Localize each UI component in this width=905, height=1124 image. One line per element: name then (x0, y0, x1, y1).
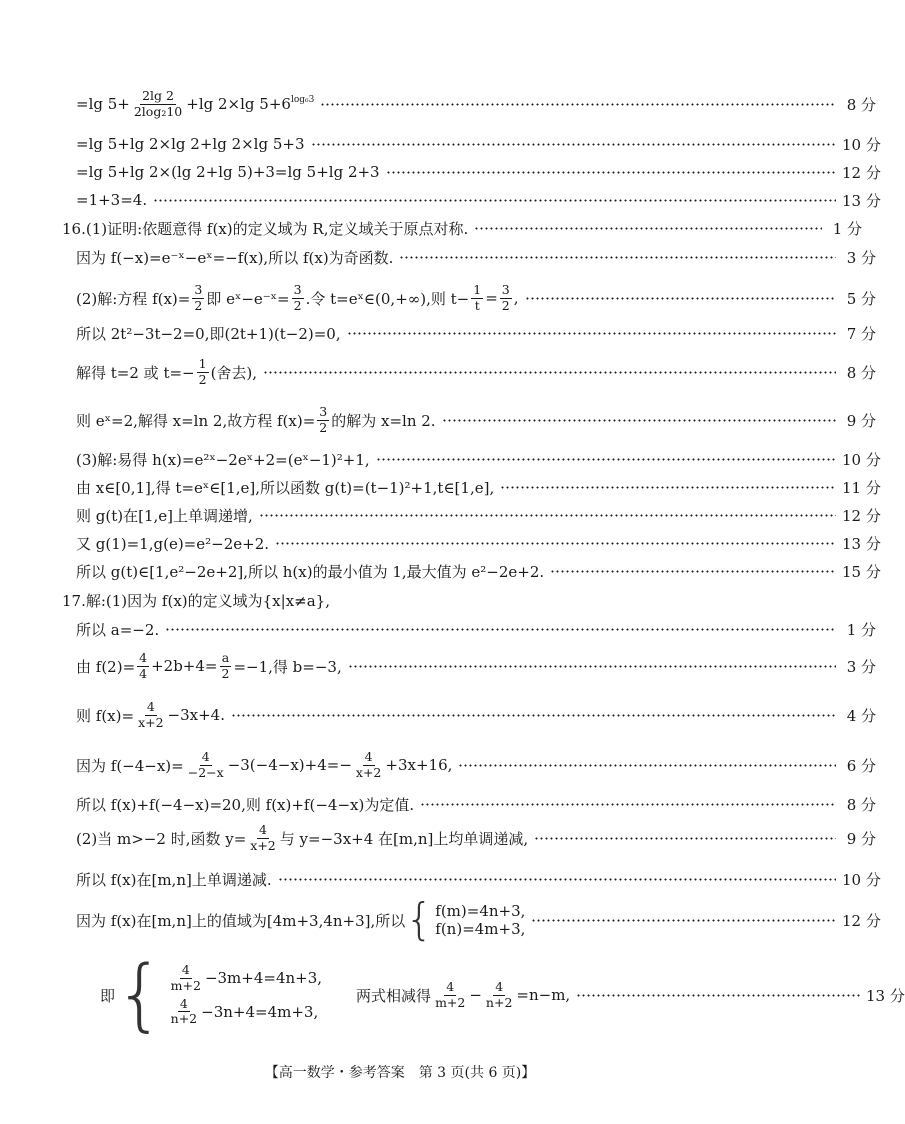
page-footer: 【高一数学・参考答案 第 3 页(共 6 页)】 (264, 1065, 536, 1081)
solution-line (0, 531, 881, 555)
score-points: 13 分 (842, 534, 881, 553)
brace: { (405, 894, 434, 945)
fraction: $\frac{3}{2}$ (194, 282, 203, 313)
score-points: 4 分 (846, 706, 876, 725)
line-text: 与 y=−3x+4 在[m,n]上均单调递减, (279, 829, 529, 848)
solution-line (0, 818, 876, 858)
leader-dots (347, 332, 836, 335)
score-points: 10 分 (842, 450, 881, 469)
score-points: 9 分 (846, 411, 876, 430)
score-points: 10 分 (842, 870, 881, 889)
line-text: =1+3=4. (76, 191, 148, 209)
line-text: 因为 f(−x)=e⁻ˣ−eˣ=−f(x),所以 f(x)为奇函数. (76, 248, 394, 267)
line-text: (2)当 m>−2 时,函数 y= (76, 829, 247, 848)
line-text: f(n)=4m+3, (435, 920, 526, 938)
score-points: 1 分 (846, 620, 876, 639)
line-text: −3n+4=4m+3, (201, 1002, 319, 1021)
line-text: +3x+16, (385, 756, 453, 774)
line-text: (2)解:方程 f(x)= (76, 289, 191, 308)
score-points: 6 分 (846, 756, 876, 775)
leader-dots (550, 570, 836, 573)
line-text: 则 f(x)= (76, 706, 135, 725)
solution-line (0, 352, 876, 392)
fraction: $\frac{4}{x+2}$ (355, 749, 382, 780)
line-text: 由 f(2)= (76, 657, 136, 676)
line-text: =lg 5+lg 2×(lg 2+lg 5)+3=lg 5+lg 2+3 (76, 163, 380, 181)
fraction: $\frac{a}{2}$ (221, 650, 230, 681)
line-text: 解得 t=2 或 t=− (76, 363, 195, 382)
line-text: +2b+4= (151, 657, 218, 675)
solution-line (0, 503, 881, 527)
score-points: 13 分 (842, 191, 881, 210)
line-text: , (513, 289, 519, 307)
score-points: 8 分 (846, 795, 876, 814)
score-points: 13 分 (866, 986, 905, 1005)
line-text: +lg 2×lg 5+6 (186, 95, 291, 113)
line-text: =lg 5+ (76, 95, 130, 113)
exponent: log₆3 (290, 95, 315, 105)
leader-dots (275, 542, 836, 545)
solution-line (0, 447, 881, 471)
fraction: $\frac{1}{2}$ (198, 356, 207, 387)
fraction: $\frac{1}{t}$ (473, 282, 482, 313)
line-text: 两式相减得 (356, 986, 432, 1005)
fraction: $\frac{2\lg 2}{\text{2log₂10}}$ (133, 88, 183, 119)
line-text: 即 eˣ−e⁻ˣ= (206, 289, 290, 308)
leader-dots (500, 486, 836, 489)
line-text: =lg 5+lg 2×lg 2+lg 2×lg 5+3 (76, 135, 305, 153)
line-text: −3(−4−x)+4=− (227, 756, 352, 774)
solution-line (0, 617, 876, 641)
line-text: 因为 f(−4−x)= (76, 756, 184, 775)
score-points: 5 分 (846, 289, 876, 308)
leader-dots (531, 919, 836, 922)
score-points: 8 分 (846, 95, 876, 114)
fraction: $\frac{4}{4}$ (139, 650, 148, 681)
line-text: (3)解:易得 h(x)=e²ˣ−2eˣ+2=(eˣ−1)²+1, (76, 450, 370, 469)
solution-line (0, 475, 881, 499)
line-text: 16.(1)证明:依题意得 f(x)的定义域为 R,定义域关于原点对称. (62, 219, 469, 238)
line-text: =n−m, (516, 986, 571, 1004)
line-text: =−1,得 b=−3, (233, 657, 342, 676)
line-text: 又 g(1)=1,g(e)=e²−2e+2. (76, 534, 270, 553)
leader-dots (442, 419, 836, 422)
line-text: 所以 f(x)+f(−4−x)=20,则 f(x)+f(−4−x)为定值. (76, 795, 415, 814)
score-points: 15 分 (842, 562, 881, 581)
line-text: − (469, 986, 482, 1004)
solution-line (0, 160, 881, 184)
solution-line (0, 646, 876, 686)
fraction: $\frac{4}{m+2}$ (435, 979, 466, 1010)
line-text: 因为 f(x)在[m,n]上的值域为[4m+3,4n+3],所以 (76, 911, 406, 930)
leader-dots (263, 371, 836, 374)
line-text: 的解为 x=ln 2. (331, 411, 436, 430)
score-points: 12 分 (842, 163, 881, 182)
solution-line (0, 894, 881, 946)
line-text: 17.解:(1)因为 f(x)的定义域为{x|x≠a}, (62, 591, 330, 610)
fraction: $\frac{3}{2}$ (501, 282, 510, 313)
leader-dots (376, 458, 836, 461)
fraction: $\frac{4}{n+2}$ (170, 996, 198, 1027)
solution-line (0, 950, 905, 1040)
leader-dots (311, 143, 836, 146)
leader-dots (320, 103, 836, 106)
solution-line (0, 792, 876, 816)
leader-dots (259, 514, 836, 517)
equation-system (405, 894, 526, 945)
line-text: 即 (100, 986, 116, 1005)
score-points: 12 分 (842, 506, 881, 525)
line-text: 所以 g(t)∈[1,e²−2e+2],所以 h(x)的最小值为 1,最大值为 e²−2e+2. (76, 562, 545, 581)
leader-dots (399, 256, 836, 259)
leader-dots (153, 199, 836, 202)
solution-line (0, 559, 881, 583)
leader-dots (278, 878, 836, 881)
leader-dots (386, 171, 836, 174)
fraction: $\frac{4}{x+2}$ (138, 699, 164, 730)
fraction: $\frac{4}{n+2}$ (485, 979, 513, 1010)
equation-system (115, 950, 323, 1040)
score-points: 9 分 (846, 829, 876, 848)
score-points: 12 分 (842, 911, 881, 930)
line-text: 所以 2t²−3t−2=0,即(2t+1)(t−2)=0, (76, 324, 341, 343)
brace: { (115, 950, 165, 1040)
line-text: −3x+4. (167, 706, 225, 724)
score-points: 3 分 (846, 248, 876, 267)
solution-line (0, 84, 876, 124)
solution-line (0, 188, 881, 212)
line-text: 所以 f(x)在[m,n]上单调递减. (76, 870, 272, 889)
fraction: $\frac{4}{m+2}$ (170, 962, 201, 993)
fraction: $\frac{3}{2}$ (293, 282, 302, 313)
solution-line (0, 132, 881, 156)
line-text: 则 g(t)在[1,e]上单调递增, (76, 506, 253, 525)
line-text: = (485, 289, 498, 307)
leader-dots (420, 803, 836, 806)
solution-line (0, 278, 876, 318)
leader-dots (231, 714, 836, 717)
line-text: −3m+4=4n+3, (204, 969, 323, 988)
leader-dots (525, 297, 836, 300)
solution-line (0, 245, 876, 269)
solution-line (0, 588, 862, 612)
leader-dots (165, 628, 836, 631)
score-points: 1 分 (832, 219, 862, 238)
solution-line (0, 745, 876, 785)
line-text: (舍去), (210, 363, 258, 382)
score-points: 3 分 (846, 657, 876, 676)
fraction: $\frac{4}{-2-x}$ (187, 749, 224, 780)
solution-line (0, 216, 862, 240)
solution-line (0, 400, 876, 440)
leader-dots (534, 837, 836, 840)
line-text: 则 eˣ=2,解得 x=ln 2,故方程 f(x)= (76, 411, 316, 430)
line-text: .令 t=eˣ∈(0,+∞),则 t− (305, 289, 470, 308)
solution-line (0, 695, 876, 735)
score-points: 8 分 (846, 363, 876, 382)
score-points: 7 分 (846, 324, 876, 343)
leader-dots (458, 764, 836, 767)
fraction: $\frac{3}{2}$ (319, 404, 328, 435)
leader-dots (576, 994, 860, 997)
line-text: f(m)=4n+3, (435, 902, 526, 920)
solution-line (0, 867, 881, 891)
solution-line (0, 321, 876, 345)
leader-dots (348, 665, 836, 668)
line-text: 所以 a=−2. (76, 620, 160, 639)
score-points: 10 分 (842, 135, 881, 154)
score-points: 11 分 (842, 478, 881, 497)
leader-dots (474, 227, 822, 230)
line-text: 由 x∈[0,1],得 t=eˣ∈[1,e],所以函数 g(t)=(t−1)²+1,t∈[1,e], (76, 478, 495, 497)
fraction: $\frac{4}{x+2}$ (250, 822, 276, 853)
